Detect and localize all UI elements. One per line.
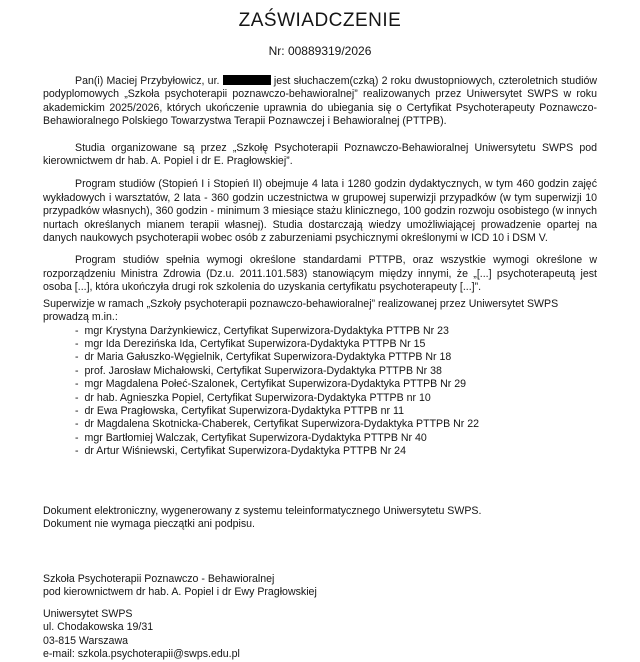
- supervisor-item: [75, 351, 597, 364]
- list-dash: -: [75, 445, 79, 458]
- footer-university: Uniwersytet SWPS: [43, 607, 133, 620]
- supervisor-item: [75, 378, 597, 391]
- disclaimer-line-2: Dokument nie wymaga pieczątki ani podpisu.: [43, 518, 255, 531]
- footer-school-leadership: pod kierownictwem dr hab. A. Popiel i dr Ewy Pragłowskiej: [43, 586, 317, 599]
- list-dash: -: [75, 351, 79, 364]
- supervisor-item: [75, 405, 597, 418]
- list-dash: -: [75, 404, 79, 417]
- supervisor-item: [75, 392, 597, 405]
- supervisor-text: dr Maria Gałuszko-Węgielnik, Certyfikat Superwizora-Dydaktyka PTTPB Nr 18: [84, 351, 452, 364]
- supervisor-text: dr Ewa Pragłowska, Certyfikat Superwizora-Dydaktyka PTTPB nr 11: [84, 404, 405, 417]
- supervisor-text: dr hab. Agnieszka Popiel, Certyfikat Superwizora-Dydaktyka PTTPB nr 10: [84, 391, 431, 404]
- supervisor-item: [75, 325, 597, 338]
- paragraph-student-info-before: Pan(i) Maciej Przybyłowicz, ur.: [75, 75, 223, 87]
- page-title: ZAŚWIADCZENIE: [238, 10, 402, 31]
- list-dash: -: [75, 378, 79, 391]
- supervisor-text: prof. Jarosław Michałowski, Certyfikat Superwizora-Dydaktyka PTTPB Nr 38: [84, 364, 442, 377]
- supervisors-list: [43, 325, 597, 459]
- list-dash: -: [75, 391, 79, 404]
- list-dash: -: [75, 324, 79, 337]
- supervisor-item: [75, 418, 597, 431]
- paragraph-student-info: [43, 75, 597, 129]
- supervisor-item: [75, 432, 597, 445]
- supervisor-text: mgr Ida Derezińska Ida, Certyfikat Superwizora-Dydaktyka PTTPB Nr 15: [84, 337, 426, 350]
- footer-school-block: [43, 573, 597, 600]
- supervisor-text: mgr Bartłomiej Walczak, Certyfikat Superwizora-Dydaktyka PTTPB Nr 40: [84, 431, 427, 444]
- paragraph-program: Program studiów (Stopień I i Stopień II) obejmuje 4 lata i 1280 godzin dydaktycznych, w tym 460 godzin zajęć wykładowych i warsztatów, 2 lata - 360 godzin uczestnictwa w grupowej superwizji przypadków (w tym superwizji 10 przypadków własnych), 360 godzin - minimum 3 miesiące stażu klinicznego, 100 godzin rozwoju osobistego (w innych nurtach określanych mianem terapii własnej). Studia dostarczają wiedzy umożliwiającej prowadzenie opartej na danych naukowych psychoterapii wobec osób z zaburzeniami psychicznymi określonymi w ICD 10 i DSM V.: [43, 178, 597, 245]
- footer-street: ul. Chodakowska 19/31: [43, 621, 154, 634]
- supervisor-text: dr Artur Wiśniewski, Certyfikat Superwizora-Dydaktyka PTTPB Nr 24: [84, 445, 406, 458]
- paragraph-student-info-after: jest słuchaczem(czką) 2 roku dwustopniowych, czteroletnich studiów podyplomowych „Szkoła psychoterapii poznawczo-behawioralnej” realizowanych przez Uniwersytet SWPS w roku akademickim 2025/2026, których ukończenie uprawnia do ubiegania się o Certyfikat Psychoterapeuty Poznawczo-Behawioralnego Polskiego Towarzystwa Terapii Poznawczej i Behawioralnej (PTTPB).: [43, 75, 597, 128]
- list-dash: -: [75, 364, 79, 377]
- redacted-birthdate-box: [223, 75, 271, 85]
- supervisor-text: mgr Magdalena Połeć-Szalonek, Certyfikat Superwizora-Dydaktyka PTTPB Nr 29: [84, 378, 467, 391]
- list-dash: -: [75, 431, 79, 444]
- disclaimer-line-1: Dokument elektroniczny, wygenerowany z systemu teleinformatycznego Uniwersytetu SWPS.: [43, 504, 482, 517]
- list-dash: -: [75, 418, 79, 431]
- paragraph-organizer: Studia organizowane są przez „Szkołę Psychoterapii Poznawczo-Behawioralnej Uniwersytetu SWPS pod kierownictwem dr hab. A. Popiel i dr E. Pragłowskiej”.: [43, 141, 597, 168]
- footer-address-block: [43, 608, 597, 662]
- supervisor-item: [75, 445, 597, 458]
- footer-city: 03-815 Warszawa: [43, 634, 128, 647]
- supervisors-intro: Superwizje w ramach „Szkoły psychoterapii poznawczo-behawioralnej” realizowanej przez Uniwersytet SWPS prowadzą m.in.:: [43, 297, 559, 324]
- list-dash: -: [75, 337, 79, 350]
- certificate-number: Nr: 00889319/2026: [268, 44, 372, 58]
- supervisor-text: dr Magdalena Skotnicka-Chaberek, Certyfikat Superwizora-Dydaktyka PTTPB Nr 22: [84, 418, 480, 431]
- paragraph-requirements: Program studiów spełnia wymogi określone standardami PTTPB, oraz wszystkie wymogi określone w rozporządzeniu Ministra Zdrowia (Dz.u. 2011.101.583) stanowiącym między innymi, że „[...] psychoterapeutą jest osoba [...], która ukończyła drugi rok szkolenia do uzyskania certyfikatu psychoterapeuty [...]”.: [43, 254, 597, 294]
- disclaimer-block: [43, 505, 597, 532]
- supervisor-item: [75, 365, 597, 378]
- footer-email: e-mail: szkola.psychoterapii@swps.edu.pl: [43, 648, 240, 661]
- footer-school-name: Szkoła Psychoterapii Poznawczo - Behawioralnej: [43, 572, 275, 585]
- supervisor-text: mgr Krystyna Darżynkiewicz, Certyfikat Superwizora-Dydaktyka PTTPB Nr 23: [84, 324, 449, 337]
- supervisor-item: [75, 338, 597, 351]
